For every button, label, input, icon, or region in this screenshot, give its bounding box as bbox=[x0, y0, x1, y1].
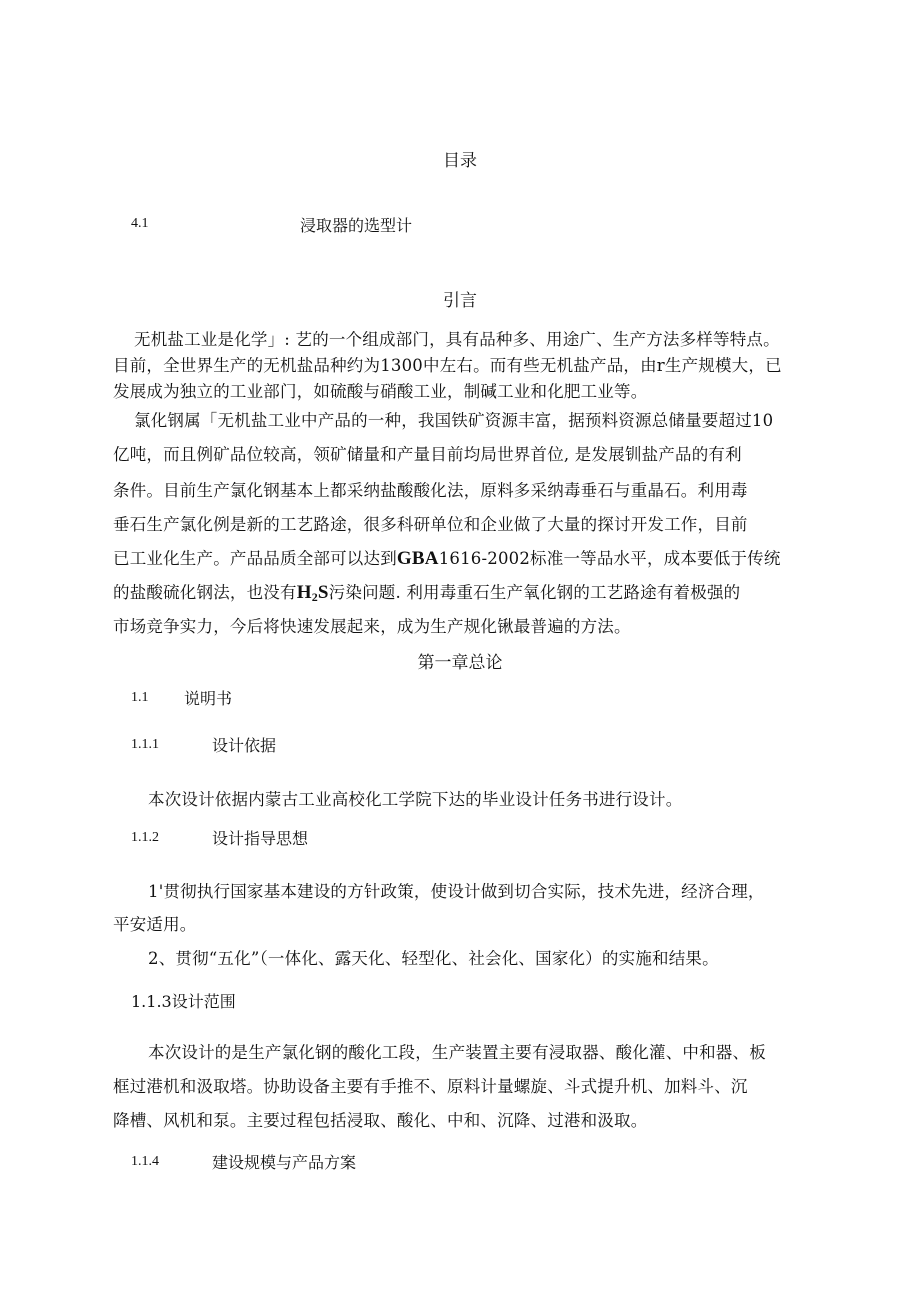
section-text: 降槽、风机和泵。主要过程包括浸取、酸化、中和、沉降、过港和汲取。 bbox=[113, 1111, 648, 1130]
intro-p2-line: 条件。目前生产氯化钢基本上都采纳盐酸酸化法，原料多采纳毒垂石与重晶石。利用毒 bbox=[113, 481, 748, 500]
toc-entry-title: 浸取器的选型计 bbox=[300, 216, 413, 235]
h2s-formula-s: S bbox=[317, 582, 329, 603]
intro-p1-line: 无机盐工业是化学」: 艺的一个组成部门，具有品种多、用途广、生产方法多样等特点。 bbox=[134, 330, 780, 349]
intro-p2-line bbox=[113, 545, 781, 570]
chapter-title: 第一章总论 bbox=[417, 653, 503, 673]
section-number: 1.1 bbox=[131, 690, 149, 705]
list-item: 1'贯彻执行国家基本建设的方针政策，使设计做到切合实际，技术先进，经济合理， bbox=[148, 882, 765, 901]
section-number: 1.1.2 bbox=[131, 830, 159, 845]
standard-code: GBA bbox=[396, 548, 439, 569]
section-title: 设计指导思想 bbox=[212, 829, 309, 848]
intro-p2-line: 氯化钢属「无机盐工业中产品的一种，我国铁矿资源丰富，据预料资源总储量要超过10 bbox=[134, 411, 774, 430]
section-number: 1.1.4 bbox=[131, 1154, 159, 1169]
intro-p2-line6-rest: 污染问题. 利用毒重石生产氧化钢的工艺路途有着极强的 bbox=[328, 583, 741, 602]
section-title: 说明书 bbox=[184, 689, 233, 708]
list-item: 2、贯彻“五化”（一体化、露天化、轻型化、社会化、国家化）的实施和结果。 bbox=[148, 949, 719, 968]
intro-p2-line bbox=[113, 579, 740, 605]
intro-p2-line6-text: 的盐酸硫化钢法，也没有 bbox=[113, 583, 297, 602]
h2s-formula-h: H bbox=[296, 582, 312, 603]
intro-p2-line: 市场竞争实力，今后将快速发展起来，成为生产规化锹最普遍的方法。 bbox=[113, 617, 631, 636]
section-text: 框过港机和汲取塔。协助设备主要有手推不、原料计量螺旋、斗式提升机、加料斗、沉 bbox=[113, 1077, 748, 1096]
intro-title: 引言 bbox=[443, 291, 477, 311]
intro-p2-line: 亿吨，而且例矿品位较高，领矿储量和产量目前均局世界首位, 是发展钏盐产品的有利 bbox=[113, 445, 742, 464]
section-heading: 1.1.3设计范围 bbox=[131, 992, 236, 1011]
section-title: 建设规模与产品方案 bbox=[212, 1153, 357, 1172]
toc-title: 目录 bbox=[443, 151, 477, 171]
toc-entry-number: 4.1 bbox=[131, 216, 149, 231]
intro-p2-line5-text: 已工业化生产。产品品质全部可以达到 bbox=[113, 549, 397, 568]
intro-p1-line: 目前，全世界生产的无机盐品种约为1300中左右。而有些无机盐产品，由r生产规模大，已 bbox=[113, 356, 782, 375]
list-item: 平安适用。 bbox=[113, 915, 197, 934]
section-text: 本次设计的是生产氯化钢的酸化工段，生产装置主要有浸取器、酸化灌、中和器、板 bbox=[148, 1043, 766, 1062]
h2s-formula-sub: 2 bbox=[311, 590, 318, 604]
section-title: 设计依据 bbox=[212, 736, 277, 755]
section-text: 本次设计依据内蒙古工业高校化工学院下达的毕业设计任务书进行设计。 bbox=[148, 790, 683, 809]
intro-p1-line: 发展成为独立的工业部门，如硫酸与硝酸工业，制碱工业和化肥工业等。 bbox=[113, 382, 648, 401]
intro-p2-line: 垂石生产氯化例是新的工艺路途，很多科研单位和企业做了大量的探讨开发工作，目前 bbox=[113, 515, 748, 534]
intro-p2-line5-rest: 1616-2002标准一等品水平，成本要低于传统 bbox=[438, 549, 781, 568]
section-number: 1.1.1 bbox=[131, 737, 159, 752]
